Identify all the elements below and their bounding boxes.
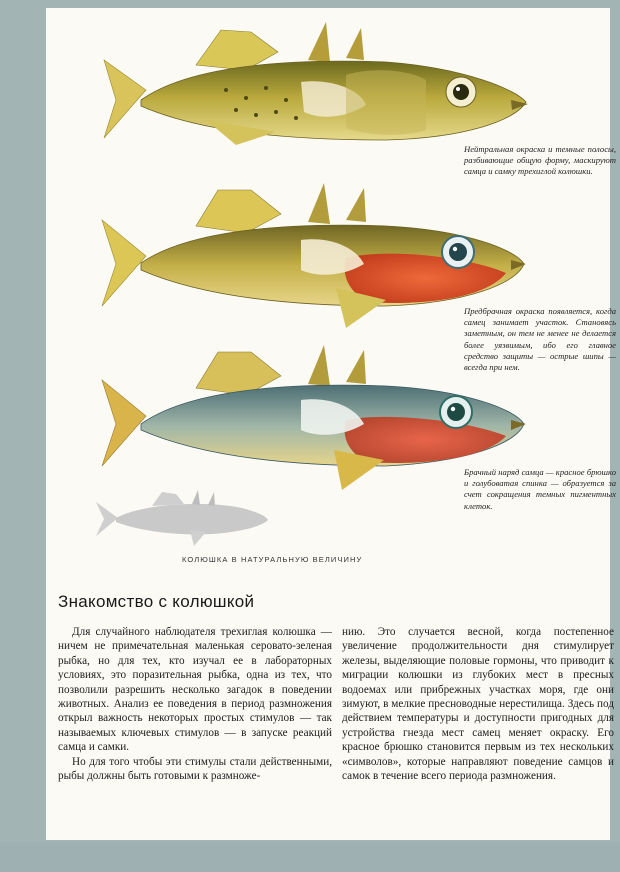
fish-natural-size-silhouette bbox=[92, 488, 272, 548]
natural-size-label: КОЛЮШКА В НАТУРАЛЬНУЮ ВЕЛИЧИНУ bbox=[182, 555, 363, 564]
caption-neutral: Нейтральная окраска и темные полосы, разбивающие общую форму, маскируют самца и самку трехиглой колюшки. bbox=[464, 144, 616, 177]
caption-nuptial: Брачный наряд самца — красное брюшко и голубоватая спинка — образуется за счет сокращения темных пигментных клеток. bbox=[464, 467, 616, 511]
paragraph-3: нию. Это случается весной, когда постепенное увеличение продолжительности дня стимулирует железы, выделяющие половые гормоны, что приводит к миграции колюшки из глубоких мест в пресных водоемах или прибрежных участках моря, где они зимуют, в мелкие пресноводные нерестилища. Здесь под действием температуры и доступности пригодных для устройства гнезда мест самец меняет окраску. Его красное брюшко становится первым из тех нескольких «символов», которые направляют поведение самцов и самок в течение всего периода размножения. bbox=[342, 626, 614, 783]
caption-prenuptial: Предбрачная окраска появляется, когда самец занимает участок. Становясь заметным, он тем не менее не делается более уязвимым, ибо его главное средство защиты — острые шипы — всегда при нем. bbox=[464, 306, 616, 373]
article-column-left bbox=[58, 625, 332, 783]
bottom-band bbox=[0, 842, 620, 872]
article-title: Знакомство с колюшкой bbox=[58, 592, 255, 611]
paragraph-2: Но для того чтобы эти стимулы стали действенными, рыбы должны быть готовыми к размноже- bbox=[58, 755, 332, 783]
article-column-right bbox=[342, 625, 614, 783]
paragraph-1: Для случайного наблюдателя трехиглая колюшка — ничем не примечательная маленькая серовато-зеленая рыбка, но для тех, кто изучал ее в лабораторных условиях, это поразительная рыбка, одна из тех, что позволили разрешить несколько загадок в поведении животных. Анализ ее поведения в период размножения открыл важность некоторых простых стимулов — так называемых ключевых стимулов — в запуске реакций самца и самки. bbox=[58, 626, 332, 754]
